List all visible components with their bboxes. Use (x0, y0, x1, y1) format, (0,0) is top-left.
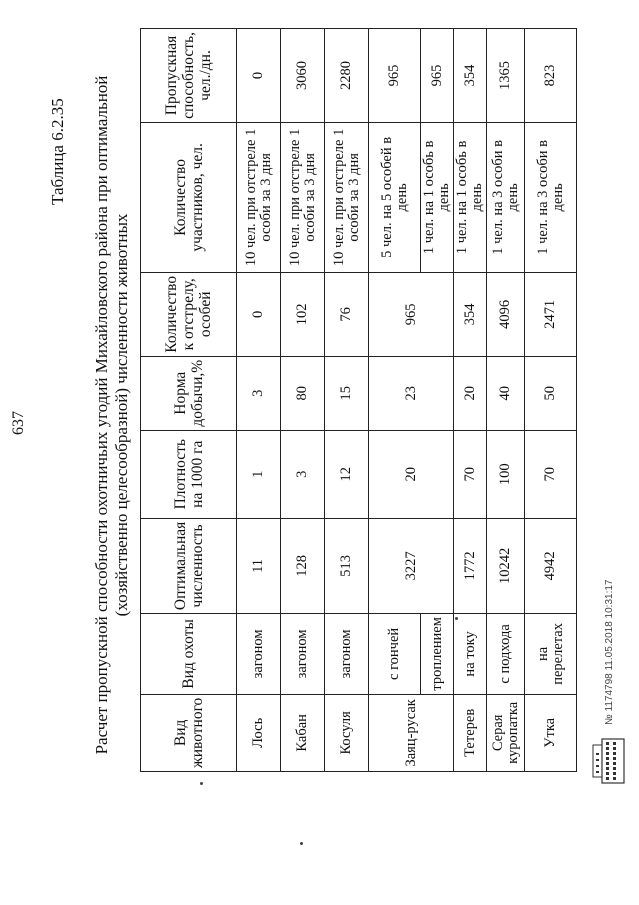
scan-speck (200, 782, 203, 785)
cell-capacity: 1365 (487, 29, 525, 123)
table-row (369, 29, 421, 772)
cell-optimal: 128 (281, 518, 325, 613)
title-line: (хозяйственно целесообразной) численности животных (112, 213, 131, 617)
cell-animal: Косуля (325, 694, 369, 771)
cell-capacity: 823 (525, 29, 577, 123)
cell-participants: 10 чел. при отстреле 1 особи за 3 дня (281, 122, 325, 272)
cell-shoot: 2471 (525, 272, 577, 356)
cell-hunt: на току (454, 614, 487, 695)
cell-optimal: 1772 (454, 518, 487, 613)
cell-density: 1 (237, 430, 281, 518)
cell-norm: 3 (237, 356, 281, 430)
table-row (325, 29, 369, 772)
header-shoot: Количество к отстрелу, особей (141, 272, 237, 356)
cell-density: 12 (325, 430, 369, 518)
cell-optimal: 10242 (487, 518, 525, 613)
header-participants: Количество участников, чел. (141, 122, 237, 272)
table-row (454, 29, 487, 772)
cell-optimal: 513 (325, 518, 369, 613)
cell-animal: Заяц-русак (369, 694, 454, 771)
cell-animal: Кабан (281, 694, 325, 771)
cell-participants: 1 чел. на 1 особь в день (421, 122, 454, 272)
document-title (92, 65, 132, 765)
cell-participants: 1 чел. на 1 особь в день (454, 122, 487, 272)
header-capacity: Пропускная способность, чел./дн. (141, 29, 237, 123)
title-line: Расчет пропускной способности охотничьих угодий Михайловского района при оптимальной (92, 75, 111, 755)
table-row (525, 29, 577, 772)
cell-hunt: троплением (421, 614, 454, 695)
cell-norm: 40 (487, 356, 525, 430)
cell-optimal: 4942 (525, 518, 577, 613)
cell-shoot: 76 (325, 272, 369, 356)
cell-density: 20 (369, 430, 454, 518)
cell-participants: 5 чел. на 5 особей в день (369, 122, 421, 272)
cell-shoot: 4096 (487, 272, 525, 356)
stamp-icon (588, 737, 626, 785)
header-animal: Вид животного (141, 694, 237, 771)
cell-shoot: 354 (454, 272, 487, 356)
cell-capacity: 2280 (325, 29, 369, 123)
cell-capacity: 965 (369, 29, 421, 123)
cell-optimal: 11 (237, 518, 281, 613)
cell-animal: Серая куропатка (487, 694, 525, 771)
cell-animal: Тетерев (454, 694, 487, 771)
cell-shoot: 0 (237, 272, 281, 356)
header-row (141, 29, 237, 772)
capacity-table (140, 28, 577, 772)
cell-hunt: на перелетах (525, 614, 577, 695)
table-row (281, 29, 325, 772)
cell-norm: 50 (525, 356, 577, 430)
cell-density: 70 (454, 430, 487, 518)
cell-norm: 23 (369, 356, 454, 430)
table-caption: Таблица 6.2.35 (48, 98, 67, 205)
cell-participants: 10 чел. при отстреле 1 особи за 3 дня (237, 122, 281, 272)
cell-hunt: с подхода (487, 614, 525, 695)
header-norm: Норма добычи,% (141, 356, 237, 430)
cell-norm: 20 (454, 356, 487, 430)
cell-hunt: загоном (237, 614, 281, 695)
scan-speck (455, 617, 458, 620)
cell-hunt: загоном (325, 614, 369, 695)
document-id-footer: № 1174798 11.05.2018 10:31:17 (604, 579, 615, 725)
cell-participants: 1 чел. на 3 особи в день (525, 122, 577, 272)
cell-shoot: 102 (281, 272, 325, 356)
table-row (487, 29, 525, 772)
cell-capacity: 354 (454, 29, 487, 123)
cell-capacity: 0 (237, 29, 281, 123)
cell-capacity: 3060 (281, 29, 325, 123)
header-optimal: Оптимальная численность (141, 518, 237, 613)
cell-density: 3 (281, 430, 325, 518)
header-hunt: Вид охоты (141, 614, 237, 695)
cell-capacity: 965 (421, 29, 454, 123)
table-row (237, 29, 281, 772)
header-density: Плотность на 1000 га (141, 430, 237, 518)
cell-participants: 10 чел. при отстреле 1 особи за 3 дня (325, 122, 369, 272)
cell-hunt: загоном (281, 614, 325, 695)
page-number: 637 (10, 411, 27, 435)
cell-norm: 80 (281, 356, 325, 430)
cell-density: 70 (525, 430, 577, 518)
cell-norm: 15 (325, 356, 369, 430)
cell-hunt: с гончей (369, 614, 421, 695)
scan-speck (300, 842, 303, 845)
cell-participants: 1 чел. на 3 особи в день (487, 122, 525, 272)
cell-density: 100 (487, 430, 525, 518)
cell-optimal: 3227 (369, 518, 454, 613)
cell-animal: Утка (525, 694, 577, 771)
cell-shoot: 965 (369, 272, 454, 356)
cell-animal: Лось (237, 694, 281, 771)
